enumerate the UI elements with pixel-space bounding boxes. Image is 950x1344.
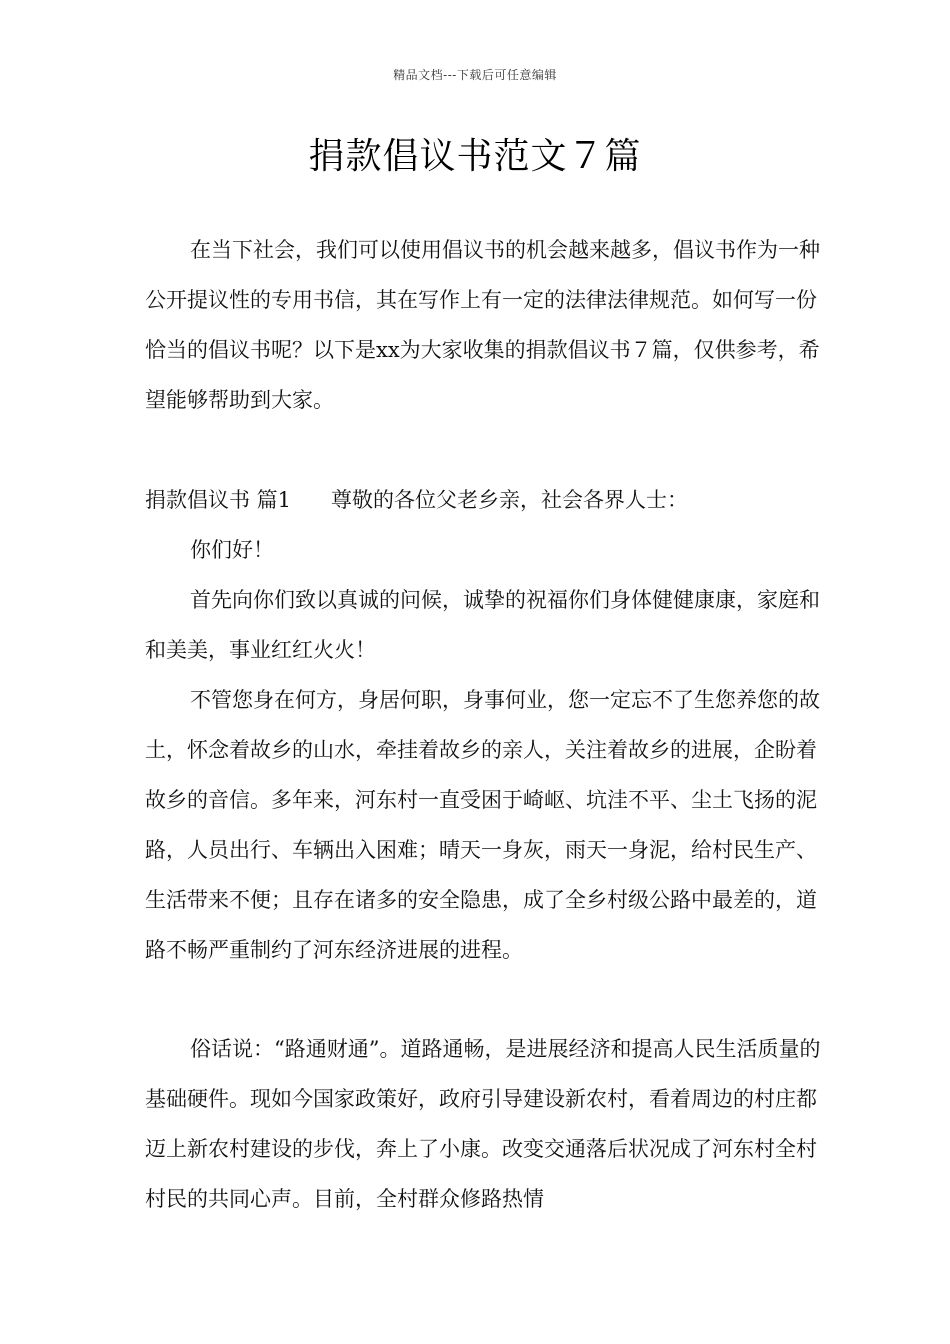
section-heading-line [145, 475, 825, 525]
salutation: 尊敬的各位父老乡亲，社会各界人士： [331, 488, 689, 512]
section-heading: 捐款倡议书 篇1 [145, 488, 292, 512]
wish-paragraph: 首先向你们致以真诚的问候，诚挚的祝福你们身体健健康康，家庭和和美美，事业红红火火！ [145, 588, 820, 662]
proverb-paragraph: 俗话说：“路通财通”。道路通畅，是进展经济和提高人民生活质量的基础硬件。现如今国家政策好，政府引导建设新农村，看着周边的村庄都迈上新农村建设的步伐，奔上了小康。改变交通落后状况成了河东村全村村民的共同心声。目前，全村群众修路热情 [145, 1037, 821, 1211]
document-title: 捐款倡议书范文７篇 [308, 136, 642, 177]
homeland-paragraph: 不管您身在何方，身居何职，身事何业，您一定忘不了生您养您的故土，怀念着故乡的山水，牵挂着故乡的亲人，关注着故乡的进展，企盼着故乡的音信。多年来，河东村一直受困于崎岖、坑洼不平、尘土飞扬的泥路，人员出行、车辆出入困难；晴天一身灰，雨天一身泥，给村民生产、生活带来不便；且存在诸多的安全隐患，成了全乡村级公路中最差的，道路不畅严重制约了河东经济进展的进程。 [145, 688, 820, 962]
greeting-paragraph: 你们好！ [190, 538, 274, 562]
header-note: 精品文档---下载后可任意编辑 [393, 68, 557, 82]
intro-paragraph: 在当下社会，我们可以使用倡议书的机会越来越多，倡议书作为一种公开提议性的专用书信，其在写作上有一定的法律法律规范。如何写一份恰当的倡议书呢？以下是xx为大家收集的捐款倡议书７篇，仅供参考，希望能够帮助到大家。 [145, 238, 820, 412]
